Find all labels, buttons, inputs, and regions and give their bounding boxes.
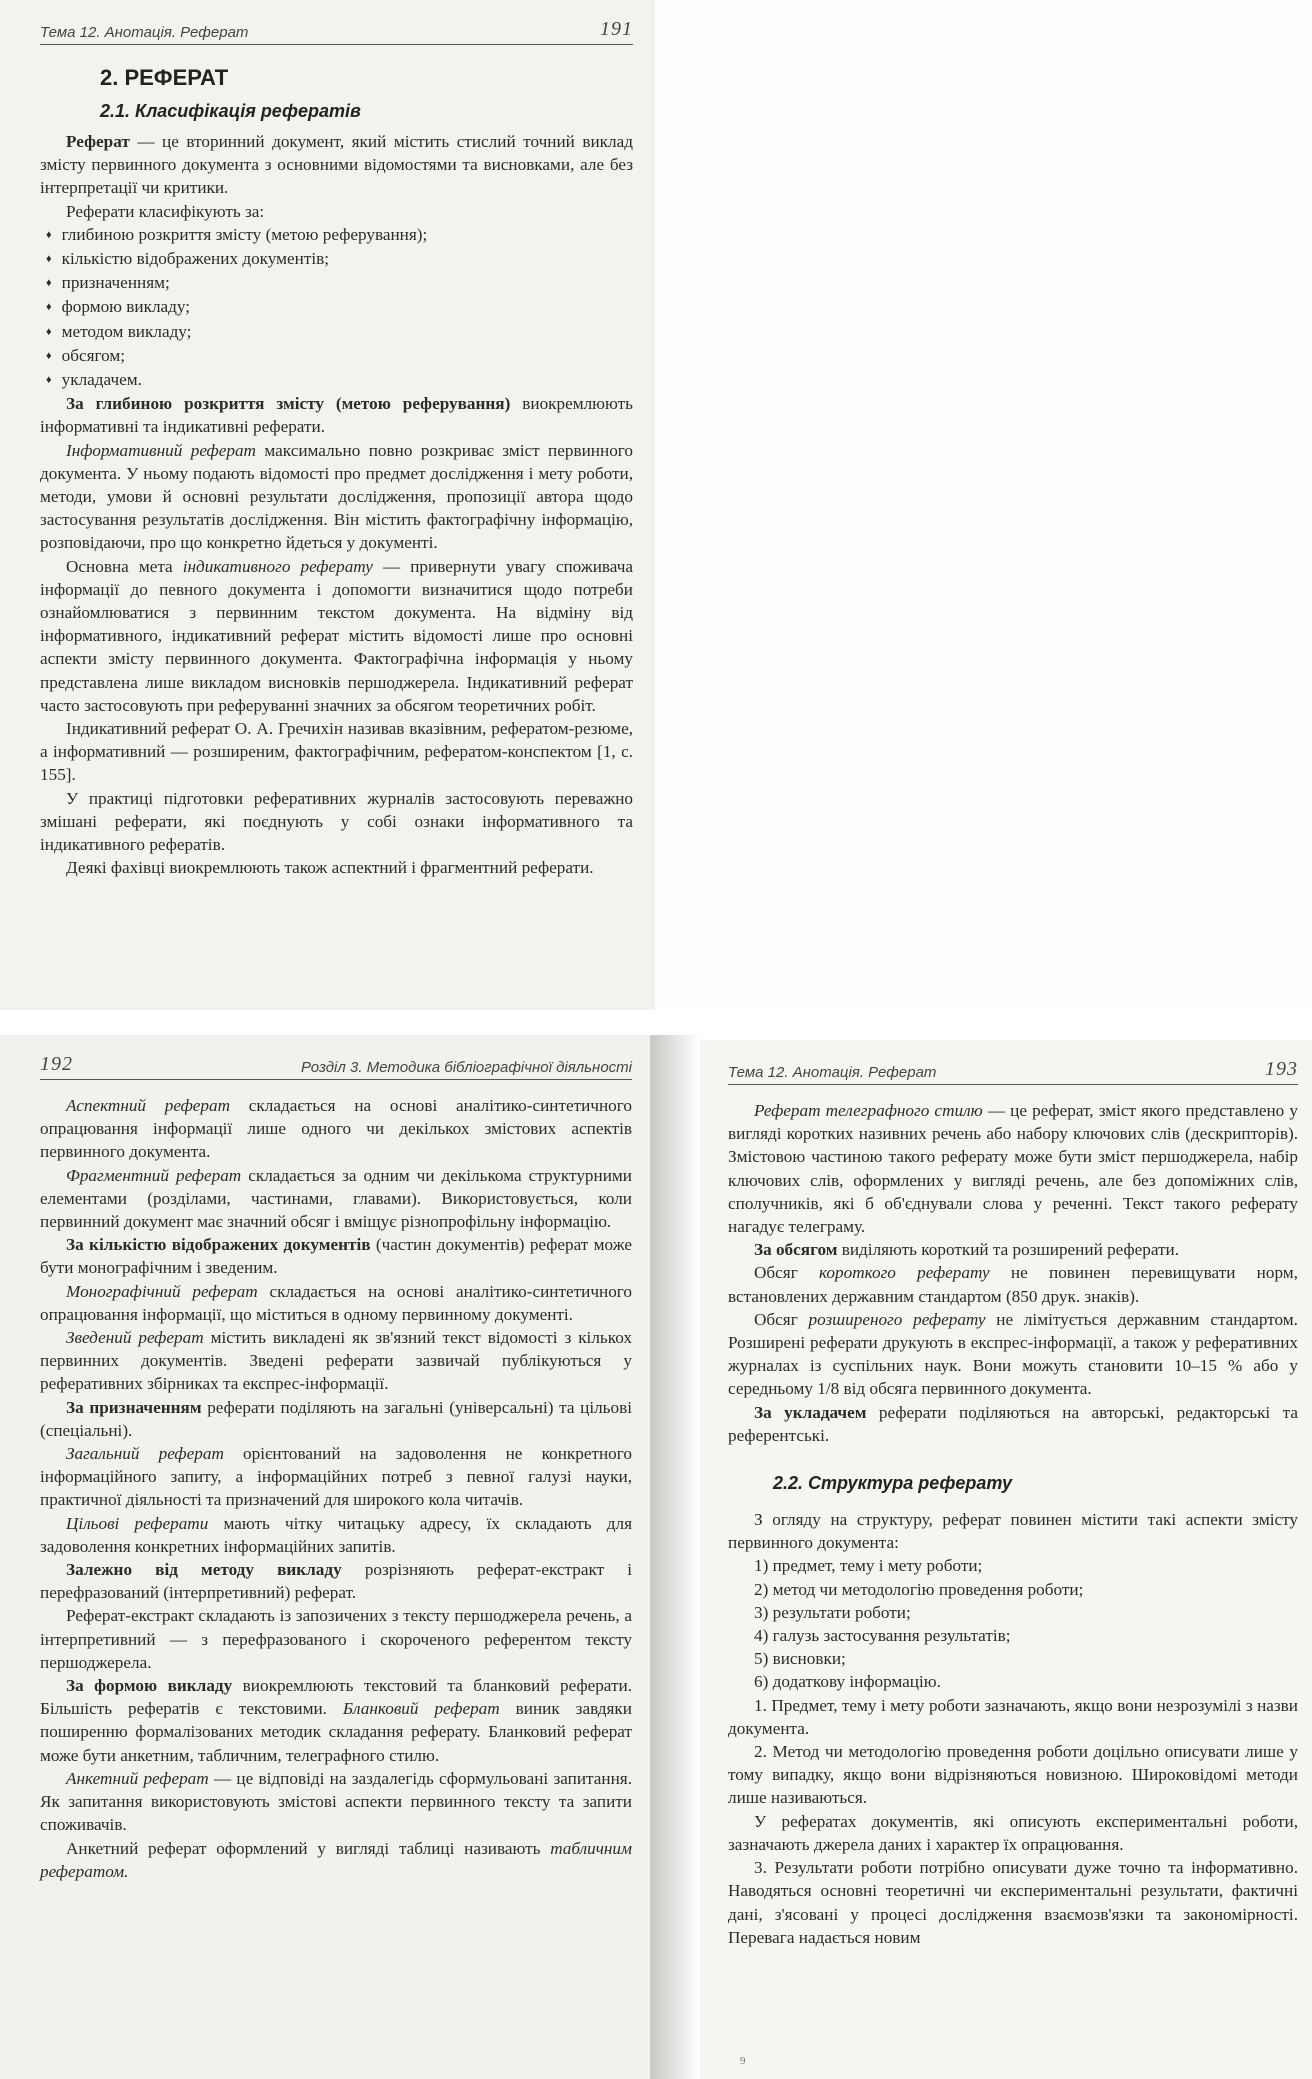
paragraph: Деякі фахівці виокремлюють також аспектний і фрагментний реферати. (66, 858, 594, 878)
book-gutter (650, 1035, 700, 2079)
paragraph: У практиці підготовки реферативних журналів застосовують переважно змішані реферати, які поєднують у собі ознаки інформативного та індикативного рефератів. (40, 788, 633, 855)
paragraph: Анкетний реферат оформлений у вигляді таблиці називають табличним рефератом. (40, 1838, 632, 1881)
paragraph: Аспектний реферат складається на основі аналітико-синтетичного опрацювання інформації лише одного чи декількох змістових аспектів первинного документа. (40, 1096, 632, 1162)
paragraph: Зведений реферат містить викладені як зв'язний текст відомості з кількох первинних документів. Зведені реферати зазвичай публікуються у реферативних збірниках та експрес-інформації. (40, 1328, 632, 1394)
list-item: 3) результати роботи; (754, 1602, 911, 1622)
list-item: 5) висновки; (754, 1649, 846, 1669)
page-193 (700, 1040, 1312, 2079)
paragraph: За укладачем реферати поділяються на авторські, редакторські та референтські. (728, 1402, 1298, 1445)
paragraph: Загальний реферат орієнтований на задоволення не конкретного інформаційного запиту, а інформаційних потреб з певної галузі науки, практичної діяльності та призначений для широкого кола читачів. (40, 1444, 632, 1510)
paragraph: Анкетний реферат — це відповіді на заздалегідь сформульовані запитання. Як запитання використовують змістові аспекти первинного тексту та запити споживачів. (40, 1768, 632, 1835)
list-item: ♦ глибиною розкриття змісту (метою реферування); (46, 223, 633, 247)
paragraph: 3. Результати роботи потрібно описувати дуже точно та інформативно. Наводяться основні теоретичні чи експериментальні результати, фактичні дані, з'ясовані у процесі дослідження взаємозв'язки та закономірності. Перевага надається новим (728, 1858, 1298, 1947)
list-item: ♦ призначенням; (46, 271, 633, 295)
running-header (40, 18, 633, 45)
paragraph: За кількістю відображених документів (частин документів) реферат може бути монографічним і зведеним. (40, 1235, 633, 1278)
list-item: ♦ укладачем. (46, 368, 633, 392)
list-item: ♦ кількістю відображених документів; (46, 247, 633, 271)
subsection-title: 2.1. Класифікація рефератів (100, 101, 361, 121)
page-number: 192 (40, 1053, 73, 1075)
list-item: ♦ обсягом; (46, 344, 633, 368)
subsection-title: 2.2. Структура реферату (773, 1473, 1013, 1494)
paragraph: Реферати класифікують за: (66, 201, 265, 221)
list-item: ♦ методом викладу; (46, 320, 633, 344)
list-item: 1) предмет, тему і мету роботи; (754, 1556, 983, 1576)
paragraph: Основна мета індикативного реферату — привернути увагу споживача інформації до певного документа і допомогти визначитися щодо потреби ознайомлюватися з первинним текстом документа. На відміну від інформативного, індикативний реферат містить відомості лише про основні аспекти змісту первинного документа. Фактографічна інформація у ньому представлена лише викладом висновків першоджерела. Індикативний реферат часто застосовують при реферуванні значних за обсягом теоретичних робіт. (40, 556, 633, 715)
paragraph: Обсяг короткого реферату не повинен перевищувати норм, встановлених державним стандартом (850 друк. знаків). (728, 1263, 1298, 1306)
paragraph: Обсяг розширеного реферату не лімітується державним стандартом. Розширені реферати друкують в експрес-інформації, а також у реферативних журналах із суспільних наук. Вони можуть становити 10–15 % або у середньому 1/8 від обсяга первинного документа. (728, 1309, 1298, 1399)
header-title: Розділ 3. Методика бібліографічної діяльності (300, 1059, 632, 1076)
paragraph: У рефератах документів, які описують експериментальні роботи, зазначають джерела даних і характер їх опрацювання. (728, 1811, 1298, 1854)
page-number: 191 (600, 18, 633, 40)
list-item: 4) галузь застосування результатів; (754, 1626, 1011, 1646)
section-title: 2. РЕФЕРАТ (100, 65, 229, 90)
paragraph: Індикативний реферат О. А. Гречихін називав вказівним, рефератом-резюме, а інформативний — розширеним, фактографічним, рефератом-конспектом [1, с. 155]. (40, 719, 633, 785)
classification-list (40, 223, 633, 392)
paragraph: Цільові реферати мають чітку читацьку адресу, їх складають для задоволення конкретних інформаційних запитів. (40, 1513, 633, 1556)
paragraph: Реферат-екстракт складають із запозичених з тексту першоджерела речень, а інтерпретивний — з перефразованого і скороченого референтом тексту першоджерела. (40, 1606, 632, 1672)
page-191 (0, 0, 655, 1010)
paragraph: За глибиною розкриття змісту (метою реферування) виокремлюють інформативні та індикативні реферати. (40, 394, 633, 437)
paragraph: Реферат телеграфного стилю — це реферат, зміст якого представлено у вигляді коротких називних речень або набору ключових слів (дескрипторів). Змістовою частиною такого реферату може бути зміст першоджерела, набір ключових слів, оформлених у вигляді речень, але без допоміжних слів, сполучників, які б об'єднували слова у реченні. Текст такого реферату нагадує телеграму. (728, 1101, 1298, 1237)
folio-mark: 9 (740, 2055, 746, 2067)
paragraph: Залежно від методу викладу розрізняють реферат-екстракт і перефразований (інтерпретивний) реферат. (40, 1560, 632, 1603)
paragraph: Монографічний реферат складається на основі аналітико-синтетичного опрацювання інформації, що міститься в одному первинному документі. (40, 1281, 633, 1324)
page-number: 193 (1265, 1058, 1298, 1080)
paragraph: Фрагментний реферат складається за одним чи декількома структурними елементами (розділами, частинами, главами). Використовується, коли первинний документ має значний обсяг і вміщує різнопрофільну інформацію. (40, 1165, 632, 1232)
running-header (40, 1053, 632, 1080)
header-title: Тема 12. Анотація. Реферат (40, 24, 249, 41)
paragraph: За формою викладу виокремлюють текстовий та бланковий реферати. Більшість рефератів є текстовими. Бланковий реферат виник завдяки поширенню формалізованих методик складання реферату. Бланковий реферат може бути анкетним, табличним, телеграфного стилю. (40, 1676, 633, 1765)
list-item: ♦ формою викладу; (46, 295, 633, 319)
paragraph: За призначенням реферати поділяють на загальні (універсальні) та цільові (спеціальні). (40, 1397, 633, 1440)
paragraph: Реферат — це вторинний документ, який містить стислий точний виклад змісту первинного документа з основними відомостями та висновками, але без інтерпретації чи критики. (40, 132, 633, 198)
structure-list (728, 1554, 1298, 1693)
paragraph: За обсягом виділяють короткий та розширений реферати. (754, 1240, 1180, 1260)
header-title: Тема 12. Анотація. Реферат (728, 1064, 937, 1081)
paragraph: Інформативний реферат максимально повно розкриває зміст первинного документа. У ньому подають відомості про предмет дослідження і мету роботи, методи, умови й основні результати дослідження, пропозиції автора щодо застосування результатів дослідження. Він містить фактографічну інформацію, розповідаючи, про що конкретно йдеться у документі. (40, 440, 634, 553)
paragraph: 2. Метод чи методологію проведення роботи доцільно описувати лише у тому випадку, якщо вони відрізняються новизною. Широковідомі методи лише називаються. (728, 1742, 1298, 1808)
paragraph: З огляду на структуру, реферат повинен містити такі аспекти змісту первинного документа: (728, 1510, 1298, 1553)
page-192 (0, 1035, 650, 2079)
blank-area (655, 0, 1312, 1010)
list-item: 2) метод чи методологію проведення роботи; (754, 1579, 1084, 1599)
list-item: 6) додаткову інформацію. (754, 1672, 941, 1692)
running-header (728, 1058, 1298, 1085)
paragraph: 1. Предмет, тему і мету роботи зазначають, якщо вони незрозумілі з назви документа. (728, 1695, 1298, 1738)
